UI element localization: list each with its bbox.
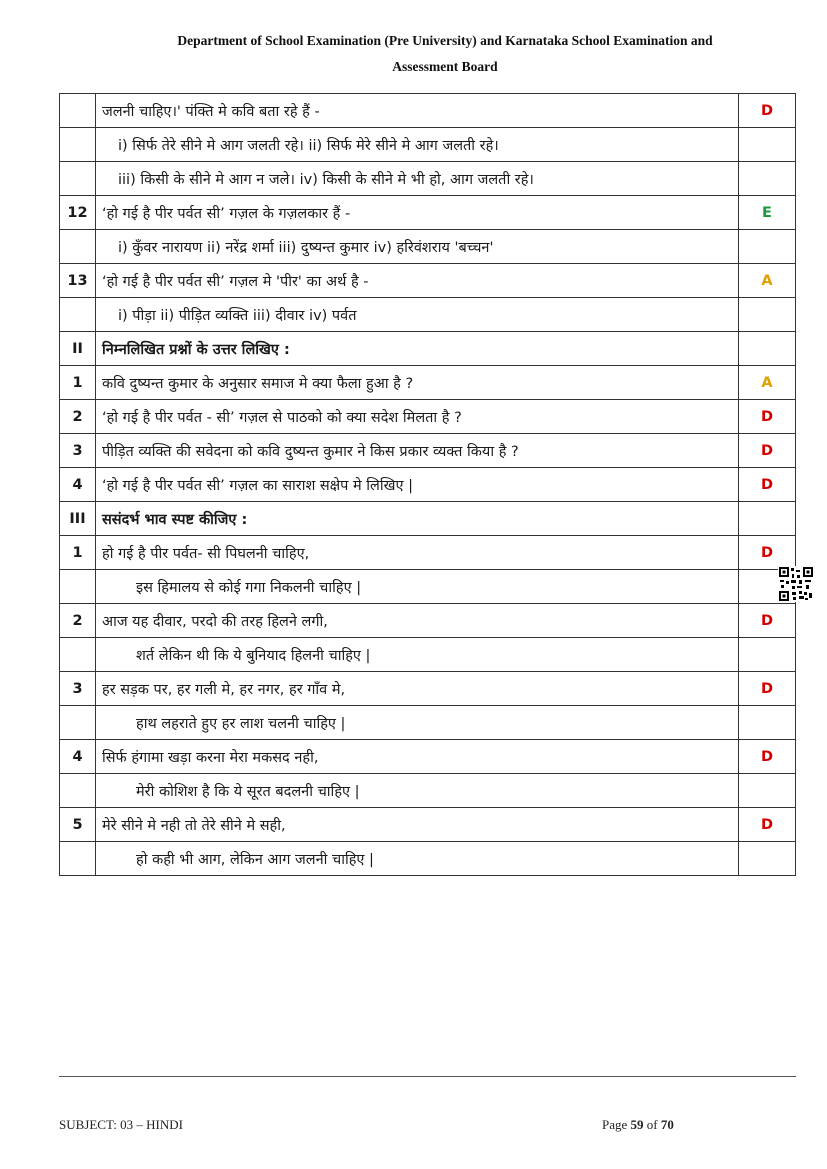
question-text: हो कही भी आग, लेकिन आग जलनी चाहिए | bbox=[96, 842, 739, 876]
question-text: आज यह दीवार, परदो की तरह हिलने लगी, bbox=[96, 604, 739, 638]
table-row bbox=[60, 230, 796, 264]
answer-key bbox=[739, 638, 796, 672]
table-row bbox=[60, 94, 796, 128]
table-row bbox=[60, 536, 796, 570]
answer-key bbox=[739, 842, 796, 876]
question-number: 3 bbox=[60, 434, 96, 468]
header-line-2: Assessment Board bbox=[392, 59, 498, 74]
table-row bbox=[60, 468, 796, 502]
section-heading: ससंदर्भ भाव स्पष्ट कीजिए : bbox=[96, 502, 739, 536]
question-text: कवि दुष्यन्त कुमार के अनुसार समाज मे क्या फैला हुआ है ? bbox=[96, 366, 739, 400]
question-number bbox=[60, 230, 96, 264]
answer-key: A bbox=[739, 366, 796, 400]
table-row bbox=[60, 638, 796, 672]
question-text: जलनी चाहिए।' पंक्ति मे कवि बता रहे हैं - bbox=[96, 94, 739, 128]
table-row bbox=[60, 196, 796, 230]
table-row bbox=[60, 570, 796, 604]
answer-key bbox=[739, 128, 796, 162]
question-number: 3 bbox=[60, 672, 96, 706]
question-text: हाथ लहराते हुए हर लाश चलनी चाहिए | bbox=[96, 706, 739, 740]
answer-key bbox=[739, 774, 796, 808]
table-row bbox=[60, 298, 796, 332]
table-row bbox=[60, 808, 796, 842]
answer-key bbox=[739, 162, 796, 196]
answer-key bbox=[739, 332, 796, 366]
question-text: ‘हो गई है पीर पर्वत सी’ गज़ल का साराश सक्षेप मे लिखिए | bbox=[96, 468, 739, 502]
question-text: ‘हो गई है पीर पर्वत सी’ गज़ल मे 'पीर' का अर्थ है - bbox=[96, 264, 739, 298]
question-text: ‘हो गई है पीर पर्वत - सी’ गज़ल से पाठको को क्या सदेश मिलता है ? bbox=[96, 400, 739, 434]
question-number: II bbox=[60, 332, 96, 366]
answer-key: D bbox=[739, 808, 796, 842]
question-number bbox=[60, 298, 96, 332]
question-text: शर्त लेकिन थी कि ये बुनियाद हिलनी चाहिए | bbox=[96, 638, 739, 672]
table-row bbox=[60, 332, 796, 366]
question-number: 12 bbox=[60, 196, 96, 230]
question-number bbox=[60, 128, 96, 162]
question-text: हो गई है पीर पर्वत- सी पिघलनी चाहिए, bbox=[96, 536, 739, 570]
question-text: मेरे सीने मे नही तो तेरे सीने मे सही, bbox=[96, 808, 739, 842]
table-row bbox=[60, 264, 796, 298]
table-row bbox=[60, 774, 796, 808]
question-number bbox=[60, 570, 96, 604]
question-number: 2 bbox=[60, 604, 96, 638]
answer-key bbox=[739, 298, 796, 332]
answer-key: D bbox=[739, 468, 796, 502]
question-number: 1 bbox=[60, 536, 96, 570]
section-heading: निम्नलिखित प्रश्नों के उत्तर लिखिए : bbox=[96, 332, 739, 366]
question-number bbox=[60, 774, 96, 808]
question-number: III bbox=[60, 502, 96, 536]
table-row bbox=[60, 162, 796, 196]
answer-key bbox=[739, 706, 796, 740]
table-row bbox=[60, 740, 796, 774]
answer-key: D bbox=[739, 740, 796, 774]
question-number: 5 bbox=[60, 808, 96, 842]
question-number bbox=[60, 94, 96, 128]
table-row bbox=[60, 706, 796, 740]
question-number: 1 bbox=[60, 366, 96, 400]
question-text: iii) किसी के सीने मे आग न जले। iv) किसी के सीने मे भी हो, आग जलती रहे। bbox=[96, 162, 739, 196]
question-text: i) सिर्फ तेरे सीने मे आग जलती रहे। ii) सिर्फ मेरे सीने मे आग जलती रहे। bbox=[96, 128, 739, 162]
table-row bbox=[60, 604, 796, 638]
footer-subject: SUBJECT: 03 – HINDI bbox=[59, 1117, 183, 1132]
question-number: 4 bbox=[60, 740, 96, 774]
table-row bbox=[60, 434, 796, 468]
table-row bbox=[60, 128, 796, 162]
table-row bbox=[60, 502, 796, 536]
question-number: 4 bbox=[60, 468, 96, 502]
answer-key: D bbox=[739, 400, 796, 434]
answer-key: D bbox=[739, 94, 796, 128]
question-text: इस हिमालय से कोई गगा निकलनी चाहिए | bbox=[96, 570, 739, 604]
question-number bbox=[60, 162, 96, 196]
answer-key: D bbox=[739, 434, 796, 468]
table-row bbox=[60, 842, 796, 876]
table-row bbox=[60, 366, 796, 400]
table-row bbox=[60, 400, 796, 434]
question-number bbox=[60, 842, 96, 876]
question-text: i) कुँवर नारायण ii) नरेंद्र शर्मा iii) दुष्यन्त कुमार iv) हरिवंशराय 'बच्चन' bbox=[96, 230, 739, 264]
question-number bbox=[60, 638, 96, 672]
question-number: 2 bbox=[60, 400, 96, 434]
footer-page-number: Page 59 of 70 bbox=[602, 1117, 674, 1132]
answer-key: A bbox=[739, 264, 796, 298]
answer-key: D bbox=[739, 536, 796, 570]
footer-divider bbox=[59, 1076, 796, 1077]
header-line-1: Department of School Examination (Pre University) and Karnataka School Examination and bbox=[177, 33, 713, 48]
answer-key: D bbox=[739, 604, 796, 638]
answer-key bbox=[739, 502, 796, 536]
answer-key bbox=[739, 230, 796, 264]
question-text: i) पीड़ा ii) पीड़ित व्यक्ति iii) दीवार iv) पर्वत bbox=[96, 298, 739, 332]
question-text: सिर्फ हंगामा खड़ा करना मेरा मकसद नही, bbox=[96, 740, 739, 774]
qr-code-icon bbox=[778, 566, 814, 602]
question-text: पीड़ित व्यक्ति की सवेदना को कवि दुष्यन्त कुमार ने किस प्रकार व्यक्त किया है ? bbox=[96, 434, 739, 468]
question-number bbox=[60, 706, 96, 740]
question-number: 13 bbox=[60, 264, 96, 298]
answer-key: D bbox=[739, 672, 796, 706]
question-text: ‘हो गई है पीर पर्वत सी’ गज़ल के गज़लकार हैं - bbox=[96, 196, 739, 230]
answer-key: E bbox=[739, 196, 796, 230]
question-text: हर सड़क पर, हर गली मे, हर नगर, हर गाँव मे, bbox=[96, 672, 739, 706]
question-text: मेरी कोशिश है कि ये सूरत बदलनी चाहिए | bbox=[96, 774, 739, 808]
question-table bbox=[59, 93, 796, 876]
table-row bbox=[60, 672, 796, 706]
